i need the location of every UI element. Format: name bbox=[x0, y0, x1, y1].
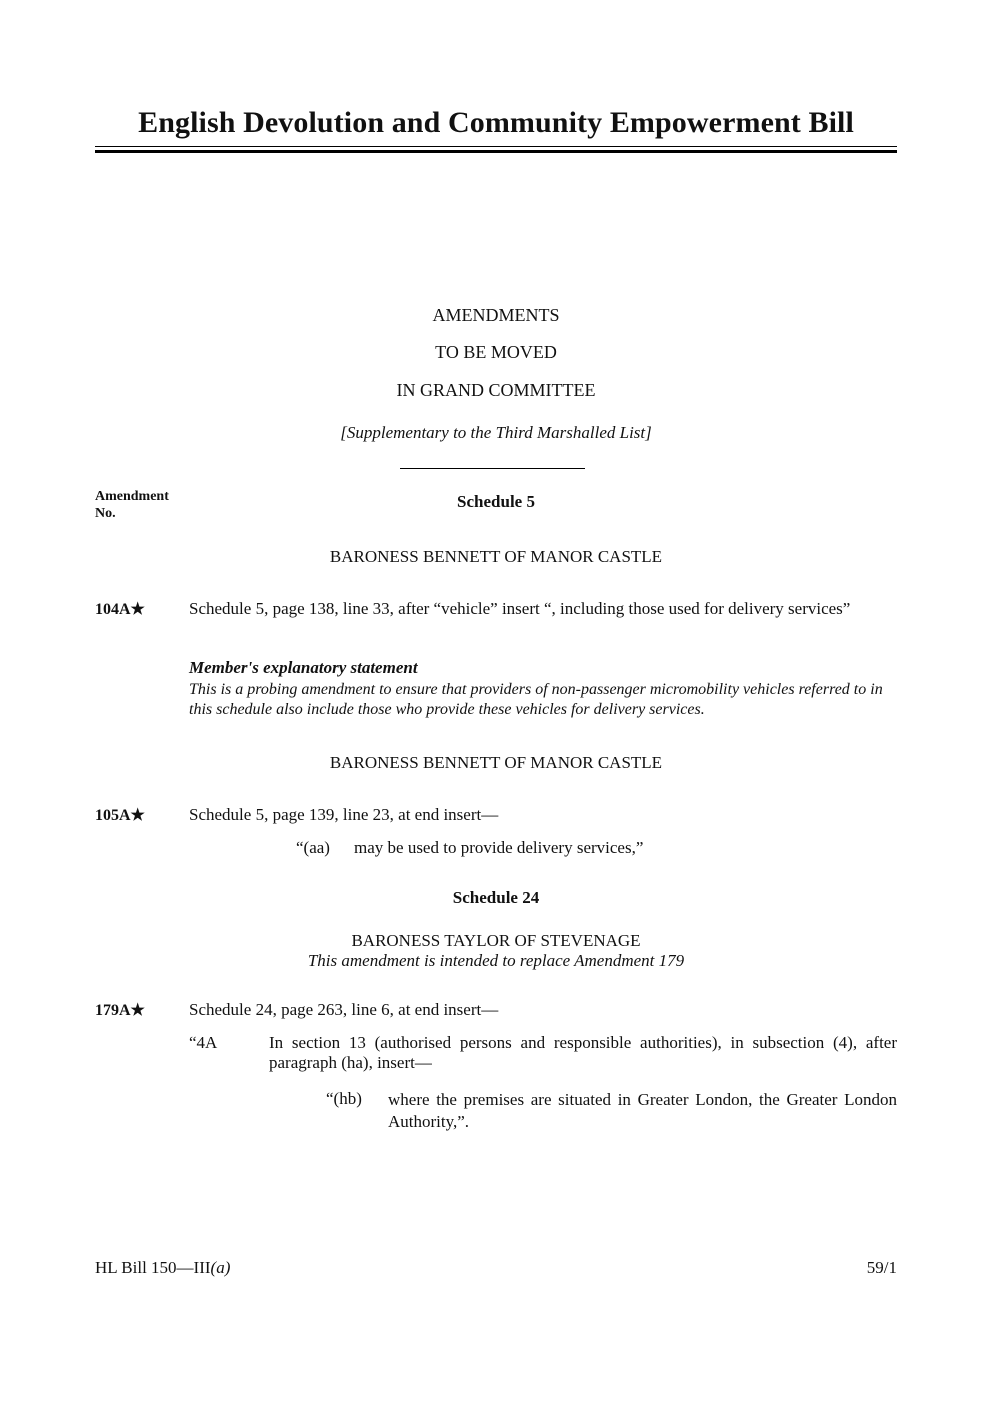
inserted-paragraph-label: “(aa) bbox=[296, 838, 330, 857]
explanatory-statement-heading: Member's explanatory statement bbox=[189, 658, 418, 677]
sub-paragraph-label: “(hb) bbox=[326, 1089, 362, 1108]
amendment-text: Schedule 5, page 139, line 23, at end insert— bbox=[189, 805, 499, 824]
member-note: This amendment is intended to replace Amendment 179 bbox=[307, 951, 685, 970]
amendment-number: 104A★ bbox=[95, 601, 145, 618]
heading-to-be-moved: TO BE MOVED bbox=[435, 342, 557, 362]
bill-ref: HL Bill 150—III bbox=[95, 1258, 211, 1277]
bill-title: English Devolution and Community Empowerment Bill bbox=[138, 106, 854, 139]
inserted-paragraph-text: may be used to provide delivery services,” bbox=[354, 838, 644, 857]
amendment-text: Schedule 5, page 138, line 33, after “vehicle” insert “, including those used for delivery services” bbox=[189, 599, 851, 618]
member-name: BARONESS BENNETT OF MANOR CASTLE bbox=[329, 753, 663, 772]
paragraph-text: In section 13 (authorised persons and responsible authorities), in subsection (4), after paragraph (ha), insert— bbox=[269, 1033, 897, 1072]
paragraph-label: “4A bbox=[189, 1033, 218, 1052]
amendment-label-line1: Amendment bbox=[95, 489, 169, 504]
amendment-number: 179A★ bbox=[95, 1002, 145, 1019]
amendment-text: Schedule 24, page 263, line 6, at end insert— bbox=[189, 1000, 499, 1019]
footer-bill-reference bbox=[95, 1258, 230, 1278]
section-divider bbox=[400, 468, 585, 469]
bill-ref-suffix: (a) bbox=[210, 1258, 231, 1277]
schedule-heading: Schedule 5 bbox=[457, 492, 535, 511]
heading-grand-committee: IN GRAND COMMITTEE bbox=[396, 380, 596, 400]
title-rule-thin bbox=[95, 146, 897, 147]
member-name: BARONESS BENNETT OF MANOR CASTLE bbox=[329, 547, 663, 566]
schedule-heading: Schedule 24 bbox=[452, 888, 540, 907]
heading-amendments: AMENDMENTS bbox=[432, 305, 560, 325]
footer-page-reference: 59/1 bbox=[866, 1258, 897, 1277]
member-name: BARONESS TAYLOR OF STEVENAGE bbox=[351, 931, 641, 950]
title-rule-thick bbox=[95, 150, 897, 153]
amendment-number: 105A★ bbox=[95, 807, 145, 824]
supplementary-note: [Supplementary to the Third Marshalled List] bbox=[340, 423, 652, 442]
amendment-label-line2: No. bbox=[95, 506, 116, 521]
sub-paragraph-text: where the premises are situated in Greater London, the Greater London Authority,”. bbox=[388, 1090, 897, 1131]
explanatory-statement-text: This is a probing amendment to ensure that providers of non-passenger micromobility vehicles referred to in this schedule also include those who provide these vehicles for delivery services. bbox=[189, 681, 883, 718]
